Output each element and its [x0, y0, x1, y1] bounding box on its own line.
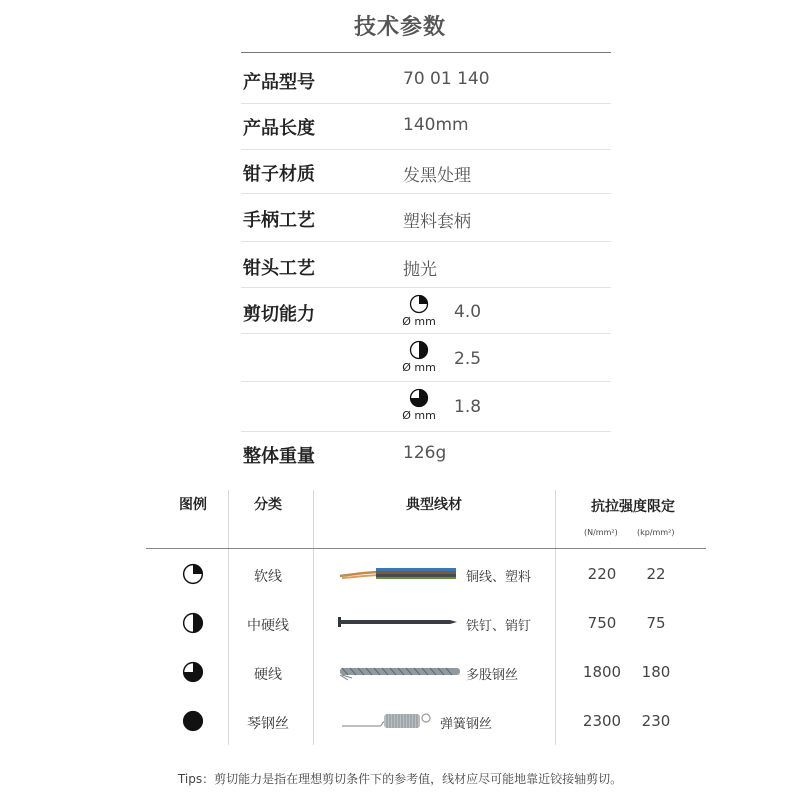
title-divider [241, 52, 611, 53]
spec-row-length [241, 104, 611, 150]
spec-label: 整体重量 [243, 446, 315, 467]
diameter-unit: Ø mm [402, 361, 436, 374]
spec-row-head [241, 242, 611, 288]
header-material: 典型线材 [406, 497, 462, 513]
spec-value: 70 01 140 [403, 69, 490, 89]
cut-capacity-icon-group [401, 294, 437, 328]
spec-value: 抛光 [403, 260, 437, 280]
spec-row-cutting-1 [241, 288, 611, 334]
copper-cable-image [336, 563, 456, 585]
spec-value: 发黑处理 [403, 166, 471, 186]
pie-fill-sector [193, 614, 202, 633]
pie-fill-sector [419, 296, 428, 305]
cut-capacity-icon-group [401, 388, 437, 422]
column-divider [313, 490, 314, 745]
strength-kp-value: 180 [641, 663, 671, 681]
spec-label: 剪切能力 [243, 304, 315, 325]
half-pie-icon [182, 612, 204, 634]
three-quarter-pie-icon [182, 661, 204, 683]
header-category: 分类 [254, 497, 282, 513]
quarter-pie-icon [182, 563, 204, 585]
spec-label: 手柄工艺 [243, 210, 315, 231]
spring-image [340, 710, 436, 732]
three-quarter-pie-icon [409, 388, 429, 408]
spec-value: 140mm [403, 115, 469, 135]
cut-value: 2.5 [454, 349, 482, 369]
header-legend: 图例 [179, 497, 207, 513]
half-pie-icon [409, 340, 429, 360]
spec-value: 塑料套柄 [403, 212, 471, 232]
material-name: 多股钢丝 [466, 668, 519, 683]
spec-value: 126g [403, 443, 447, 463]
page-title: 技术参数 [353, 15, 446, 40]
strength-n-value: 750 [587, 614, 617, 632]
spec-row-weight [241, 432, 611, 472]
cut-value: 1.8 [454, 397, 482, 417]
quarter-pie-icon [409, 294, 429, 314]
column-divider [555, 490, 556, 745]
steel-strand-image [338, 662, 462, 682]
material-name: 铜线、塑料 [466, 570, 532, 585]
spec-label: 钳头工艺 [243, 258, 315, 279]
category-cell: 软线 [254, 569, 282, 585]
strength-n-value: 1800 [582, 663, 622, 681]
pie-fill-sector [419, 342, 427, 359]
diameter-unit: Ø mm [402, 315, 436, 328]
pie-fill-sector [193, 565, 202, 574]
tips-note: Tips：剪切能力是指在理想剪切条件下的参考值，线材应尽可能地靠近铰接轴剪切。 [177, 772, 623, 786]
strength-kp-value: 230 [641, 712, 671, 730]
strength-kp-value: 22 [646, 565, 666, 583]
diameter-unit: Ø mm [402, 409, 436, 422]
spec-row-cutting-2 [241, 334, 611, 382]
strength-kp-value: 75 [646, 614, 666, 632]
category-cell: 中硬线 [247, 618, 289, 634]
spec-label: 钳子材质 [243, 164, 315, 185]
material-name: 弹簧钢丝 [440, 717, 493, 732]
spec-row-cutting-3 [241, 382, 611, 432]
spec-row-model [241, 58, 611, 104]
category-cell: 琴钢丝 [247, 716, 289, 732]
spec-row-handle [241, 194, 611, 242]
header-unit-n: (N/mm²) [584, 528, 618, 537]
material-name: 铁钉、销钉 [466, 619, 532, 634]
category-cell: 硬线 [254, 667, 282, 683]
nail-image [336, 613, 458, 631]
strength-n-value: 2300 [582, 712, 622, 730]
header-divider [146, 548, 706, 549]
header-strength: 抗拉强度限定 [591, 499, 675, 515]
header-unit-kp: (kp/mm²) [637, 528, 675, 537]
spec-row-material [241, 150, 611, 194]
spec-label: 产品长度 [243, 118, 315, 139]
cut-value: 4.0 [454, 302, 482, 322]
cut-capacity-icon-group [401, 340, 437, 374]
full-pie-icon [182, 710, 204, 732]
strength-n-value: 220 [587, 565, 617, 583]
spec-label: 产品型号 [243, 72, 315, 93]
